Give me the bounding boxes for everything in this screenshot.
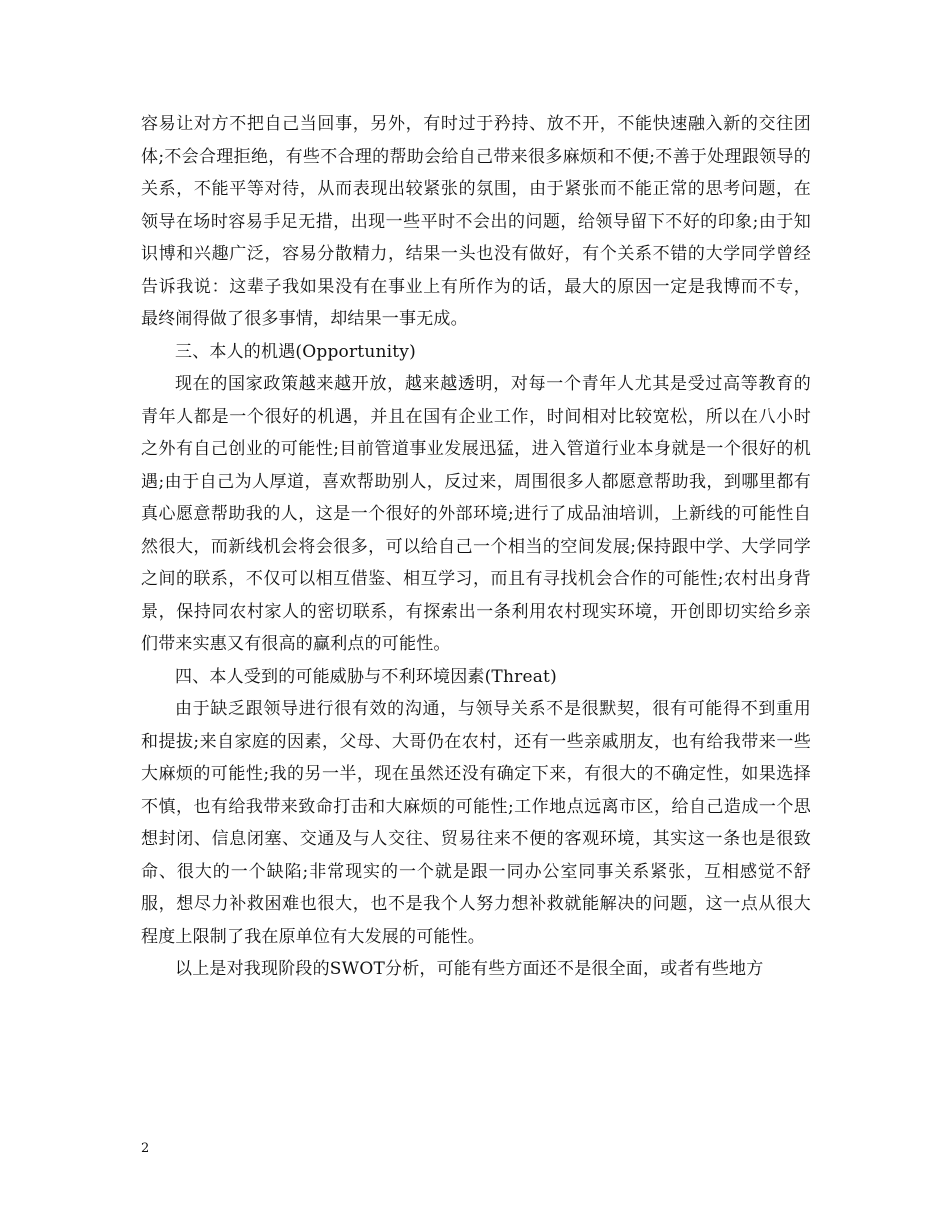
document-body [141,108,811,986]
paragraph-conclusion: 以上是对我现阶段的SWOT分析，可能有些方面还不是很全面，或者有些地方 [175,959,764,979]
page-number: 2 [141,1141,150,1156]
paragraph-opportunity: 现在的国家政策越来越开放，越来越透明，对每一个青年人尤其是受过高等教育的青年人都是一个很好的机遇，并且在国有企业工作，时间相对比较宽松，所以在八小时之外有自己创业的可能性;目前管道事业发展迅猛，进入管道行业本身就是一个很好的机遇;由于自己为人厚道，喜欢帮助别人，反过来，周围很多人都愿意帮助我，到哪里都有真心愿意帮助我的人，这是一个很好的外部环境;进行了成品油培训，上新线的可能性自然很大，而新线机会将会很多，可以给自己一个相当的空间发展;保持跟中学、大学同学之间的联系，不仅可以相互借鉴、相互学习，而且有寻找机会合作的可能性;农村出身背景，保持同农村家人的密切联系，有探索出一条利用农村现实环境，开创即切实给乡亲们带来实惠又有很高的赢利点的可能性。 [141,374,811,654]
paragraph-weakness-continuation: 容易让对方不把自己当回事，另外，有时过于矜持、放不开，不能快速融入新的交往团体;不会合理拒绝，有些不合理的帮助会给自己带来很多麻烦和不便;不善于处理跟领导的关系，不能平等对待，从而表现出较紧张的氛围，由于紧张而不能正常的思考问题，在领导在场时容易手足无措，出现一些平时不会出的问题，给领导留下不好的印象;由于知识博和兴趣广泛，容易分散精力，结果一头也没有做好，有个关系不错的大学同学曾经告诉我说：这辈子我如果没有在事业上有所作为的话，最大的原因一定是我博而不专，最终闹得做了很多事情，却结果一事无成。 [141,114,811,329]
section-heading-opportunity: 三、本人的机遇(Opportunity) [175,341,416,362]
section-heading-threat: 四、本人受到的可能威胁与不利环境因素(Threat) [175,666,557,687]
paragraph-threat: 由于缺乏跟领导进行很有效的沟通，与领导关系不是很默契，很有可能得不到重用和提拔;来自家庭的因素，父母、大哥仍在农村，还有一些亲戚朋友，也有给我带来一些大麻烦的可能性;我的另一半，现在虽然还没有确定下来，有很大的不确定性，如果选择不慎，也有给我带来致命打击和大麻烦的可能性;工作地点远离市区，给自己造成一个思想封闭、信息闭塞、交通及与人交往、贸易往来不便的客观环境，其实这一条也是很致命、很大的一个缺陷;非常现实的一个就是跟一同办公室同事关系紧张，互相感觉不舒服，想尽力补救困难也很大，也不是我个人努力想补救就能解决的问题，这一点从很大程度上限制了我在原单位有大发展的可能性。 [141,699,811,947]
